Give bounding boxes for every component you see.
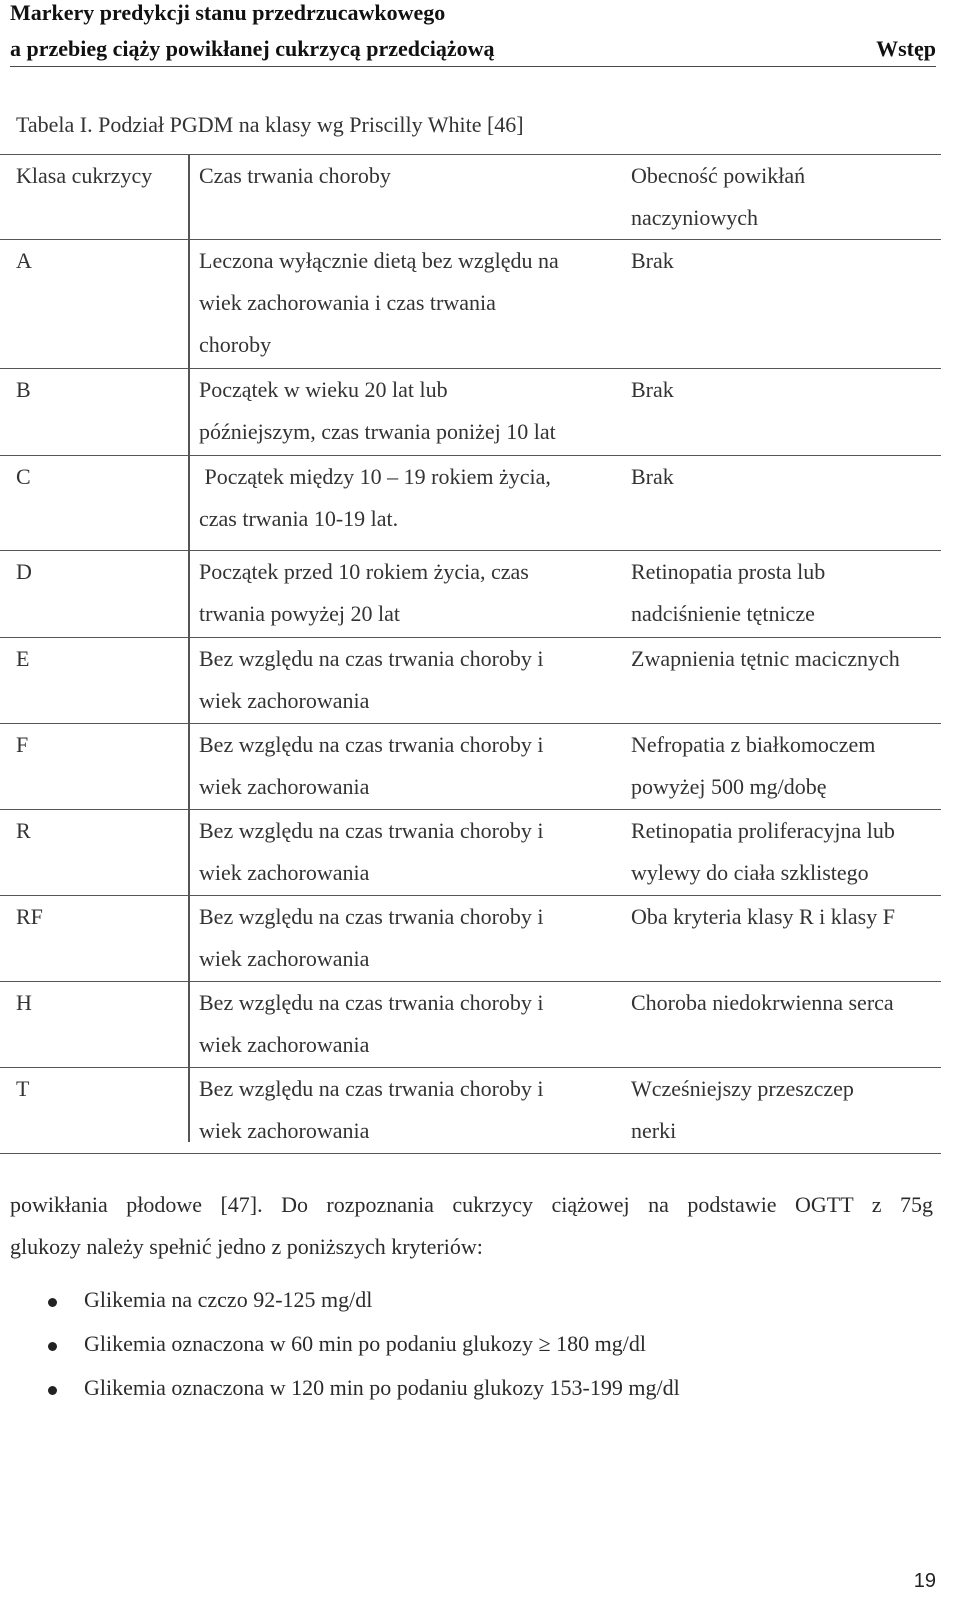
cell-complications — [631, 1068, 941, 1152]
cell-duration-line: wiek zachorowania — [199, 946, 370, 971]
table-row — [0, 455, 941, 550]
header-col-complications — [631, 155, 941, 239]
cell-duration — [199, 240, 614, 366]
cell-duration — [199, 456, 614, 540]
cell-duration-line: wiek zachorowania — [199, 1032, 370, 1057]
body-paragraph-line2: glukozy należy spełnić jedno z poniższych kryteriów: — [10, 1234, 483, 1259]
cell-class: F — [16, 732, 29, 757]
cell-duration-line: Początek w wieku 20 lat lub — [199, 377, 448, 402]
cell-duration — [199, 369, 614, 453]
bullet-icon — [48, 1298, 57, 1307]
cell-class: RF — [16, 904, 43, 929]
table-row — [0, 981, 941, 1067]
cell-complications-line: Retinopatia proliferacyjna lub — [631, 818, 895, 843]
cell-complications — [631, 724, 941, 808]
cell-complications-line: Brak — [631, 377, 674, 402]
cell-duration — [199, 724, 614, 808]
cell-duration-line: Bez względu na czas trwania choroby i — [199, 904, 544, 929]
cell-complications — [631, 638, 941, 680]
cell-duration-line: Bez względu na czas trwania choroby i — [199, 646, 544, 671]
cell-duration — [199, 810, 614, 894]
table-row — [0, 368, 941, 455]
cell-complications-line: Oba kryteria klasy R i klasy F — [631, 904, 895, 929]
cell-duration — [199, 896, 614, 980]
table-row — [0, 239, 941, 368]
page-number: 19 — [913, 1570, 936, 1592]
cell-complications — [631, 456, 941, 498]
cell-duration-line: choroby — [199, 332, 272, 357]
cell-duration-line: trwania powyżej 20 lat — [199, 601, 400, 626]
cell-complications-line: Brak — [631, 248, 674, 273]
cell-complications — [631, 810, 941, 894]
header-title-line2: a przebieg ciąży powikłanej cukrzycą przedciążową — [10, 36, 495, 61]
cell-duration-line: wiek zachorowania — [199, 860, 370, 885]
header-section: Wstęp — [876, 36, 936, 61]
list-item-text: Glikemia oznaczona w 60 min po podaniu glukozy ≥ 180 mg/dl — [84, 1331, 646, 1356]
list-item-text: Glikemia oznaczona w 120 min po podaniu glukozy 153-199 mg/dl — [84, 1375, 680, 1400]
table-caption: Tabela I. Podział PGDM na klasy wg Priscilly White [46] — [16, 112, 524, 137]
cell-class: C — [16, 464, 31, 489]
table-row — [0, 550, 941, 637]
cell-complications-line: Brak — [631, 464, 674, 489]
cell-duration — [199, 982, 614, 1066]
cell-duration — [199, 551, 614, 635]
cell-complications-line: Retinopatia prosta lub — [631, 559, 826, 584]
cell-duration-line: Bez względu na czas trwania choroby i — [199, 818, 544, 843]
cell-duration-line: wiek zachorowania — [199, 1118, 370, 1143]
cell-duration-line: Bez względu na czas trwania choroby i — [199, 990, 544, 1015]
table-header-row — [0, 154, 941, 239]
bullet-icon — [48, 1386, 57, 1395]
table-row — [0, 723, 941, 809]
header-col-duration: Czas trwania choroby — [199, 163, 391, 188]
cell-complications-line: Choroba niedokrwienna serca — [631, 990, 894, 1015]
header-col-class: Klasa cukrzycy — [16, 163, 153, 188]
cell-class: B — [16, 377, 31, 402]
table-column-divider — [188, 154, 190, 1142]
cell-duration-line: Bez względu na czas trwania choroby i — [199, 1076, 544, 1101]
table-row — [0, 809, 941, 895]
table-row — [0, 637, 941, 723]
cell-duration-line: wiek zachorowania i czas trwania — [199, 290, 496, 315]
cell-complications-line: nerki — [631, 1118, 677, 1143]
cell-duration-line: Leczona wyłącznie dietą bez względu na — [199, 248, 559, 273]
table-row — [0, 895, 941, 981]
cell-duration-line: wiek zachorowania — [199, 688, 370, 713]
cell-class: H — [16, 990, 32, 1015]
cell-class: E — [16, 646, 30, 671]
cell-complications-line: nadciśnienie tętnicze — [631, 601, 815, 626]
cell-duration-line: czas trwania 10-19 lat. — [199, 506, 399, 531]
cell-complications — [631, 240, 941, 282]
body-paragraph-line1: powikłania płodowe [47]. Do rozpoznania cukrzycy ciążowej na podstawie OGTT z 75g — [10, 1192, 933, 1217]
white-classification-table — [0, 154, 941, 1154]
cell-complications — [631, 551, 941, 635]
cell-class: D — [16, 559, 32, 584]
cell-complications — [631, 369, 941, 411]
cell-duration — [199, 638, 614, 722]
header-col-complications-line2: naczyniowych — [631, 205, 759, 230]
cell-duration-line: późniejszym, czas trwania poniżej 10 lat — [199, 419, 556, 444]
cell-complications-line: wylewy do ciała szklistego — [631, 860, 869, 885]
cell-class: T — [16, 1076, 30, 1101]
running-header — [10, 0, 936, 67]
cell-duration-line: wiek zachorowania — [199, 774, 370, 799]
cell-class: R — [16, 818, 31, 843]
cell-complications-line: Wcześniejszy przeszczep — [631, 1076, 854, 1101]
cell-complications-line: powyżej 500 mg/dobę — [631, 774, 827, 799]
cell-complications — [631, 982, 941, 1024]
cell-duration-line: Początek przed 10 rokiem życia, czas — [199, 559, 529, 584]
cell-complications-line: Zwapnienia tętnic macicznych — [631, 646, 900, 671]
cell-duration — [199, 1068, 614, 1152]
header-title-line1: Markery predykcji stanu przedrzucawkowego — [10, 0, 446, 25]
bullet-icon — [48, 1342, 57, 1351]
cell-class: A — [16, 248, 32, 273]
cell-complications-line: Nefropatia z białkomoczem — [631, 732, 876, 757]
cell-duration-line: Początek między 10 – 19 rokiem życia, — [199, 464, 551, 489]
list-item-text: Glikemia na czczo 92-125 mg/dl — [84, 1287, 373, 1312]
table-row — [0, 1067, 941, 1154]
cell-complications — [631, 896, 941, 938]
cell-duration-line: Bez względu na czas trwania choroby i — [199, 732, 544, 757]
header-col-complications-line1: Obecność powikłań — [631, 163, 806, 188]
